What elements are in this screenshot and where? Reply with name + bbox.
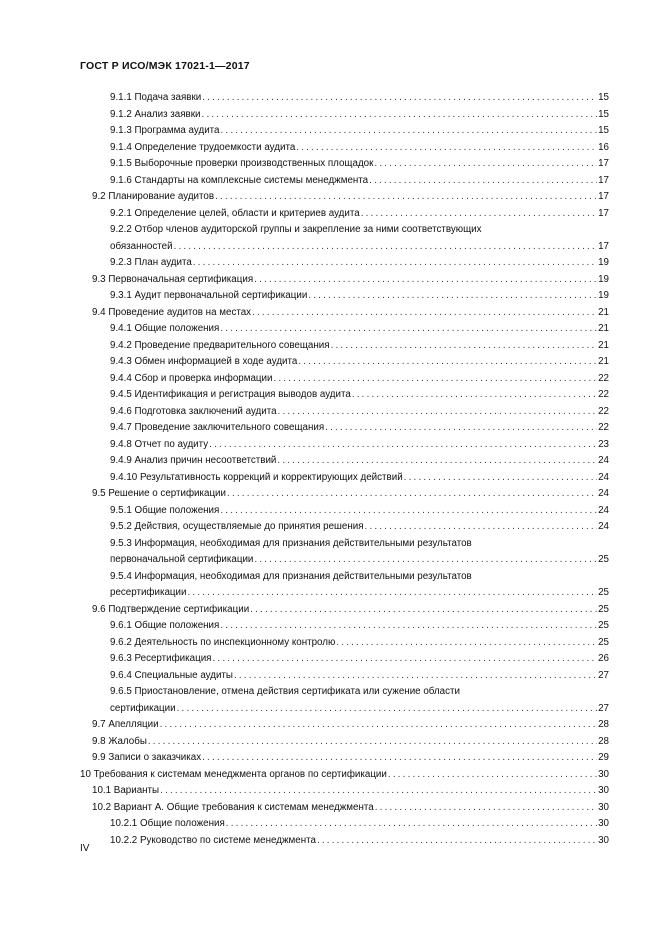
- toc-entry-title: сертификации: [110, 702, 176, 714]
- toc-entry-title: 9.4.7 Проведение заключительного совещания: [110, 422, 325, 433]
- toc-entry: [110, 569, 609, 602]
- toc-leader-dots: [361, 206, 597, 223]
- toc-leader-dots: [308, 288, 597, 305]
- toc-entry-page: 28: [598, 735, 609, 747]
- toc-entry: [110, 321, 609, 338]
- toc-entry: [110, 140, 609, 157]
- toc-entry-title: первоначальной сертификации: [110, 554, 254, 565]
- toc-entry-title: 9.6 Подтверждение сертификации: [92, 603, 250, 615]
- toc-entry-title: 9.4.9 Анализ причин несоответствий: [110, 455, 277, 466]
- toc-entry: [110, 651, 609, 668]
- toc-leader-dots: [227, 486, 597, 503]
- toc-entry-title: ресертификации: [110, 587, 187, 598]
- toc-entry: [110, 453, 609, 470]
- toc-leader-dots: [202, 90, 597, 107]
- toc-entry-title: 10 Требования к системам менеджмента органов по сертификации: [80, 768, 387, 780]
- toc-entry-page: 29: [598, 752, 609, 763]
- toc-leader-dots: [331, 338, 598, 355]
- toc-entry-page: 26: [598, 653, 609, 664]
- toc-entry-page: 21: [598, 306, 609, 318]
- toc-leader-dots: [193, 255, 597, 272]
- toc-entry-title: 9.5.2 Действия, осуществляемые до принятия решения: [110, 521, 364, 532]
- toc-leader-dots: [187, 585, 597, 602]
- toc-entry: [92, 272, 609, 289]
- toc-entry-page: 25: [598, 554, 609, 565]
- toc-entry-title: 9.5 Решение о сертификации: [92, 488, 227, 499]
- toc-leader-dots: [174, 239, 598, 256]
- toc-leader-dots: [202, 107, 598, 124]
- toc-entry-page: 17: [598, 158, 609, 169]
- toc-entry-title: 9.1.5 Выборочные проверки производственных площадок: [110, 158, 374, 169]
- toc-leader-dots: [202, 750, 597, 767]
- toc-entry-page: 16: [598, 141, 609, 153]
- toc-entry-title: 9.2.3 План аудита: [110, 257, 192, 268]
- toc-leader-dots: [215, 189, 597, 206]
- toc-entry-title: 9.4.3 Обмен информацией в ходе аудита: [110, 356, 298, 367]
- toc-leader-dots: [273, 371, 597, 388]
- toc-leader-dots: [336, 635, 597, 652]
- toc-entry-title: 9.8 Жалобы: [92, 735, 147, 747]
- toc-leader-dots: [404, 470, 597, 487]
- toc-entry: [92, 717, 609, 734]
- toc-leader-dots: [277, 453, 597, 470]
- toc-entry-page: 30: [598, 834, 609, 846]
- toc-entry: [110, 354, 609, 371]
- toc-entry: [92, 800, 609, 817]
- toc-entry-page: 24: [598, 521, 609, 532]
- toc-entry-title: 9.5.1 Общие положения: [110, 504, 220, 516]
- toc-entry-title-line1: 9.6.5 Приостановление, отмена действия сертификата или сужение области: [110, 686, 460, 697]
- toc-leader-dots: [278, 404, 598, 421]
- toc-entry: [110, 668, 609, 685]
- toc-entry-page: 24: [598, 488, 609, 499]
- toc-entry-title-line1: 9.5.3 Информация, необходимая для признания действительными результатов: [110, 537, 472, 549]
- toc-entry: [110, 618, 609, 635]
- toc-entry: [110, 387, 609, 404]
- toc-leader-dots: [220, 321, 597, 338]
- toc-entry-page: 23: [598, 438, 609, 450]
- toc-entry-page: 21: [598, 323, 609, 334]
- toc-leader-dots: [212, 651, 597, 668]
- toc-entry-title: 9.1.4 Определение трудоемкости аудита: [110, 141, 296, 153]
- toc-entry-page: 24: [598, 471, 609, 483]
- toc-entry: [110, 371, 609, 388]
- toc-entry-page: 27: [598, 702, 609, 714]
- toc-entry-page: 19: [598, 273, 609, 285]
- toc-entry: [92, 602, 609, 619]
- toc-entry-title: 9.4.5 Идентификация и регистрация выводов аудита: [110, 389, 351, 400]
- toc-entry: [92, 486, 609, 503]
- toc-entry: [92, 305, 609, 322]
- toc-entry-page: 19: [598, 257, 609, 268]
- toc-entry-title: 10.2.1 Общие положения: [110, 818, 225, 829]
- toc-entry: [92, 750, 609, 767]
- toc-entry: [110, 420, 609, 437]
- toc-entry: [110, 255, 609, 272]
- toc-entry: [80, 767, 609, 784]
- toc-entry-page: 24: [598, 504, 609, 516]
- toc-entry: [110, 90, 609, 107]
- toc-entry-title: 9.6.3 Ресертификация: [110, 653, 212, 664]
- toc-leader-dots: [234, 668, 597, 685]
- toc-entry-title: 9.1.3 Программа аудита: [110, 125, 220, 136]
- toc-entry-title: 9.6.2 Деятельность по инспекционному контролю: [110, 636, 336, 648]
- toc-entry: [110, 173, 609, 190]
- toc-entry-page: 30: [598, 785, 609, 796]
- toc-leader-dots: [160, 783, 597, 800]
- toc-entry: [110, 156, 609, 173]
- toc-entry-title: 9.1.6 Стандарты на комплексные системы менеджмента: [110, 174, 369, 186]
- toc-entry-page: 22: [598, 405, 609, 417]
- toc-entry: [110, 288, 609, 305]
- toc-entry-title: 9.1.1 Подача заявки: [110, 92, 202, 103]
- toc-entry-title: 9.4 Проведение аудитов на местах: [92, 306, 252, 318]
- toc-leader-dots: [226, 816, 597, 833]
- toc-leader-dots: [177, 701, 598, 718]
- toc-leader-dots: [388, 767, 597, 784]
- toc-entry-title: 9.4.2 Проведение предварительного совещания: [110, 339, 330, 351]
- toc-entry-title: обязанностей: [110, 240, 173, 252]
- toc-leader-dots: [317, 833, 597, 850]
- toc-entry: [110, 437, 609, 454]
- toc-entry-title: 9.3.1 Аудит первоначальной сертификации: [110, 290, 308, 301]
- toc-leader-dots: [220, 618, 597, 635]
- toc-entry-page: 25: [598, 587, 609, 598]
- toc-entry: [110, 338, 609, 355]
- toc-entry-page: 17: [598, 207, 609, 219]
- toc-entry: [110, 536, 609, 569]
- toc-entry-title: 10.2.2 Руководство по системе менеджмента: [110, 834, 316, 846]
- toc-entry-page: 30: [598, 768, 609, 780]
- toc-entry: [110, 684, 609, 717]
- toc-entry: [92, 783, 609, 800]
- toc-entry-page: 24: [598, 455, 609, 466]
- toc-leader-dots: [254, 552, 597, 569]
- toc-entry-page: 25: [598, 636, 609, 648]
- toc-entry-page: 21: [598, 339, 609, 351]
- toc-entry-title: 9.2 Планирование аудитов: [92, 191, 215, 202]
- toc-entry: [110, 470, 609, 487]
- toc-entry: [110, 635, 609, 652]
- toc-entry-title: 10.1 Варианты: [92, 785, 160, 796]
- toc-leader-dots: [252, 305, 597, 322]
- toc-entry-page: 17: [598, 174, 609, 186]
- toc-entry-page: 15: [598, 108, 609, 120]
- toc-entry-page: 22: [598, 389, 609, 400]
- toc-leader-dots: [209, 437, 597, 454]
- toc-entry-page: 17: [598, 240, 609, 252]
- toc-entry-title: 9.9 Записи о заказчиках: [92, 752, 202, 763]
- toc-entry-title: 10.2 Вариант А. Общие требования к системам менеджмента: [92, 801, 374, 813]
- toc-entry-title: 9.7 Апелляции: [92, 719, 159, 730]
- toc-entry-title: 9.2.1 Определение целей, области и критериев аудита: [110, 207, 360, 219]
- toc-entry-page: 19: [598, 290, 609, 301]
- toc-entry: [110, 503, 609, 520]
- toc-entry: [110, 107, 609, 124]
- toc-leader-dots: [374, 156, 597, 173]
- toc-entry-title: 9.3 Первоначальная сертификация: [92, 273, 254, 285]
- toc-leader-dots: [325, 420, 597, 437]
- toc-entry-title-line1: 9.2.2 Отбор членов аудиторской группы и закрепление за ними соответствующих: [110, 224, 482, 235]
- toc-entry-title-line1: 9.5.4 Информация, необходимая для признания действительными результатов: [110, 570, 472, 582]
- toc-leader-dots: [352, 387, 597, 404]
- toc-entry-title: 9.4.10 Результативность коррекций и корректирующих действий: [110, 471, 403, 483]
- toc-entry-page: 28: [598, 719, 609, 730]
- toc-entry-title: 9.4.1 Общие положения: [110, 323, 220, 334]
- toc-entry: [92, 189, 609, 206]
- toc-leader-dots: [254, 272, 597, 289]
- toc-entry: [110, 206, 609, 223]
- toc-entry-page: 22: [598, 422, 609, 433]
- toc-entry-page: 30: [598, 801, 609, 813]
- toc-entry: [110, 404, 609, 421]
- toc-leader-dots: [160, 717, 597, 734]
- toc-leader-dots: [296, 140, 597, 157]
- toc-entry-page: 25: [598, 603, 609, 615]
- toc-entry-page: 25: [598, 620, 609, 631]
- toc-entry: [110, 222, 609, 255]
- toc-leader-dots: [365, 519, 598, 536]
- toc-entry: [110, 833, 609, 850]
- toc-entry: [110, 123, 609, 140]
- toc-entry-page: 22: [598, 372, 609, 384]
- toc-entry-page: 15: [598, 125, 609, 136]
- toc-leader-dots: [250, 602, 597, 619]
- toc-entry-title: 9.6.1 Общие положения: [110, 620, 220, 631]
- toc-entry-title: 9.1.2 Анализ заявки: [110, 108, 201, 120]
- toc-leader-dots: [298, 354, 597, 371]
- document-header: ГОСТ Р ИСО/МЭК 17021-1—2017: [80, 60, 250, 72]
- page-number: IV: [80, 843, 90, 854]
- toc-entry: [110, 519, 609, 536]
- toc-entry-page: 21: [598, 356, 609, 367]
- toc-entry: [110, 816, 609, 833]
- toc-leader-dots: [375, 800, 597, 817]
- toc-entry-page: 30: [598, 818, 609, 829]
- toc-entry-title: 9.4.4 Сбор и проверка информации: [110, 372, 273, 384]
- toc-entry: [92, 734, 609, 751]
- toc-entry-page: 17: [598, 191, 609, 202]
- toc-entry-title: 9.4.6 Подготовка заключений аудита: [110, 405, 277, 417]
- toc-entry-title: 9.6.4 Специальные аудиты: [110, 669, 233, 681]
- toc-entry-title: 9.4.8 Отчет по аудиту: [110, 438, 209, 450]
- toc-leader-dots: [220, 503, 597, 520]
- toc-leader-dots: [221, 123, 598, 140]
- toc-leader-dots: [148, 734, 597, 751]
- toc-entry-page: 15: [598, 92, 609, 103]
- toc-leader-dots: [369, 173, 597, 190]
- toc-entry-page: 27: [598, 669, 609, 681]
